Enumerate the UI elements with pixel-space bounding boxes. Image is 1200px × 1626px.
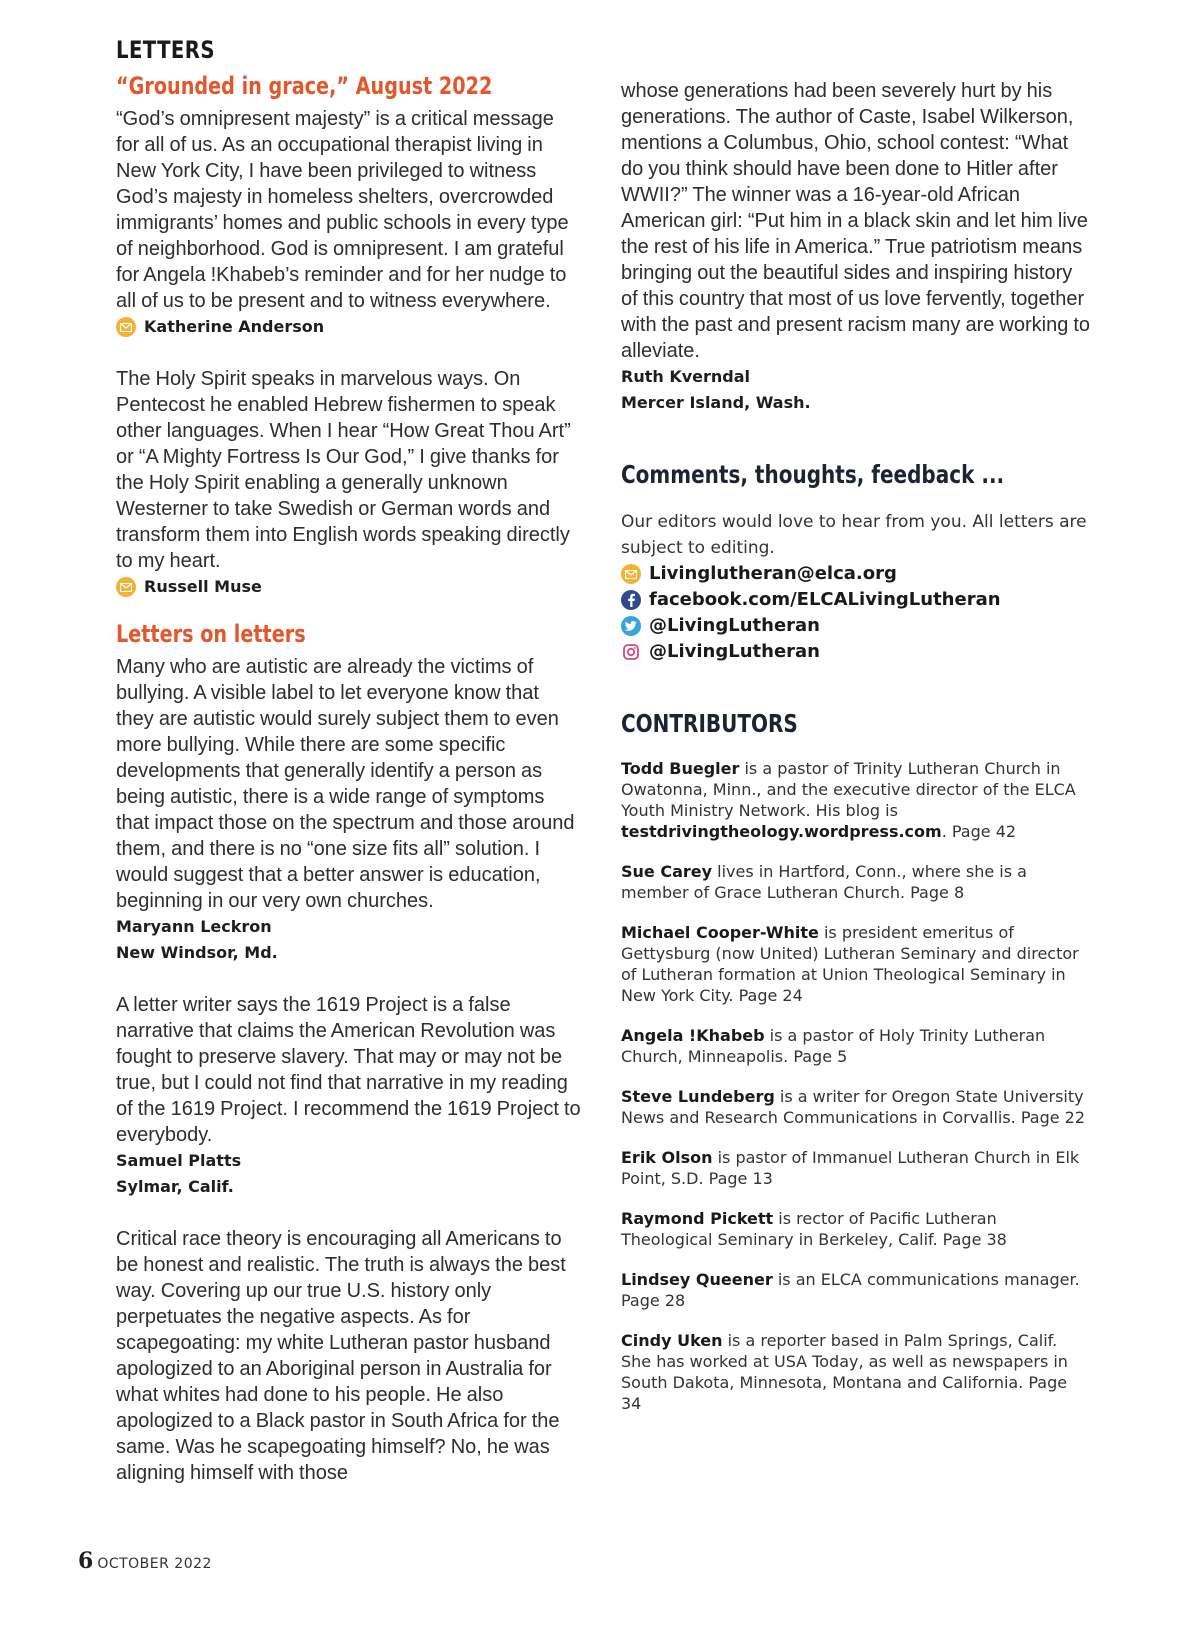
contributor-entry: [621, 1025, 1091, 1067]
contributor-bio: is president emeritus of Gettysburg (now United) Lutheran Seminary and director of Lutheran formation at Union Theological Seminary in New York City. Page 24: [621, 923, 1079, 1005]
contributor-entry: [621, 922, 1091, 1006]
letter-2-signature: [116, 574, 581, 600]
contact-facebook[interactable]: [621, 587, 1091, 613]
contact-instagram[interactable]: [621, 639, 1091, 665]
contributor-entry: [621, 861, 1091, 903]
letter-3-author: Maryann Leckron: [116, 917, 272, 936]
heading-grounded-in-grace: “Grounded in grace,” August 2022: [116, 72, 493, 100]
contact-facebook-text[interactable]: facebook.com/ELCALivingLutheran: [649, 589, 1001, 610]
mail-icon: [621, 564, 641, 584]
contributor-entry: [621, 758, 1091, 842]
page-number: 6: [78, 1548, 94, 1574]
letter-2-author: Russell Muse: [144, 577, 262, 596]
contributor-name: Todd Buegler: [621, 759, 740, 778]
page-footer: [78, 1548, 212, 1574]
contributor-bio: is an ELCA communications manager. Page 28: [621, 1270, 1080, 1310]
right-column: [621, 78, 1091, 1433]
contributor-entry: [621, 1330, 1091, 1414]
contributor-name: Michael Cooper-White: [621, 923, 819, 942]
contributor-page: . Page 42: [941, 822, 1017, 841]
letter-3-text: Many who are autistic are already the victims of bullying. A visible label to let everyone know that they are autistic would surely subject them to even more bullying. While there are some specific developments that generally identify a person as being autistic, there is a wide range of symptoms that impact those on the spectrum and those around them, and there is no “one size fits all” solution. I would suggest that a better answer is education, beginning in our very own churches.: [116, 656, 575, 912]
letter-2-text: The Holy Spirit speaks in marvelous ways. On Pentecost he enabled Hebrew fishermen to speak other languages. When I hear “How Great Thou Art” or “A Mighty Fortress Is Our God,” I give thanks for the Holy Spirit enabling a generally unknown Westerner to take Swedish or German words and transform them into English words speaking directly to my heart.: [116, 368, 571, 572]
contributor-bio: is pastor of Immanuel Lutheran Church in Elk Point, S.D. Page 13: [621, 1148, 1080, 1188]
contributor-name: Raymond Pickett: [621, 1209, 774, 1228]
contributor-entry: [621, 1086, 1091, 1128]
contributor-bio: is a pastor of Holy Trinity Lutheran Church, Minneapolis. Page 5: [621, 1026, 1046, 1066]
letter-1-text: “God’s omnipresent majesty” is a critical message for all of us. As an occupational therapist living in New York City, I have been privileged to witness God’s majesty in homeless shelters, overcrowded immigrants’ homes and public schools in every type of neighborhood. God is omnipresent. I am grateful for Angela !Khabeb’s reminder and for her nudge to all of us to be present and to witness everywhere.: [116, 108, 569, 312]
letter-1-signature: [116, 314, 581, 340]
contributor-bio: lives in Hartford, Conn., where she is a member of Grace Lutheran Church. Page 8: [621, 862, 1027, 902]
contributor-bio: is a pastor of Trinity Lutheran Church in Owatonna, Minn., and the executive director of the ELCA Youth Ministry Network. His blog is: [621, 759, 1076, 820]
contributor-bio: is a writer for Oregon State University News and Research Communications in Corvallis. Page 22: [621, 1087, 1086, 1127]
feedback-text: Our editors would love to hear from you. All letters are subject to editing.: [621, 512, 1087, 558]
contributor-blog-link[interactable]: testdrivingtheology.wordpress.com: [621, 822, 942, 841]
letter-5-text-start: Critical race theory is encouraging all Americans to be honest and realistic. The truth is always the best way. Covering up our true U.S. history only perpetuates the negative aspects. As for scapegoating: my white Lutheran pastor husband apologized to an Aboriginal person in Australia for what whites had done to his people. He also apologized to a Black pastor in South Africa for the same. Was he scapegoating himself? No, he was aligning himself with those: [116, 1228, 566, 1484]
letter-4-author: Samuel Platts: [116, 1151, 242, 1170]
section-label: LETTERS: [116, 36, 215, 64]
contributor-entry: [621, 1147, 1091, 1189]
contributor-name: Cindy Uken: [621, 1331, 723, 1350]
feedback-heading: Comments, thoughts, feedback ...: [621, 460, 1005, 489]
mail-icon: [116, 577, 136, 597]
contact-instagram-text[interactable]: @LivingLutheran: [649, 641, 820, 662]
letter-5-author: Ruth Kverndal: [621, 367, 751, 386]
contact-email[interactable]: [621, 561, 1091, 587]
letter-4-text: A letter writer says the 1619 Project is a false narrative that claims the American Revolution was fought to preserve slavery. That may or may not be true, but I could not find that narrative in my reading of the 1619 Project. I recommend the 1619 Project to everybody.: [116, 994, 581, 1146]
twitter-icon: [621, 616, 641, 636]
contact-email-text[interactable]: Livinglutheran@elca.org: [649, 563, 897, 584]
contributor-bio: is a reporter based in Palm Springs, Calif. She has worked at USA Today, as well as newspapers in South Dakota, Minnesota, Montana and California. Page 34: [621, 1331, 1068, 1413]
letter-1-author: Katherine Anderson: [144, 317, 325, 336]
contributor-bio: is rector of Pacific Lutheran Theological Seminary in Berkeley, Calif. Page 38: [621, 1209, 1007, 1249]
instagram-icon: [621, 642, 641, 662]
facebook-icon: [621, 590, 641, 610]
contributor-name: Erik Olson: [621, 1148, 713, 1167]
contributor-name: Angela !Khabeb: [621, 1026, 765, 1045]
mail-icon: [116, 317, 136, 337]
contributor-name: Sue Carey: [621, 862, 713, 881]
contributor-name: Steve Lundeberg: [621, 1087, 775, 1106]
contact-twitter[interactable]: [621, 613, 1091, 639]
contributors-heading: CONTRIBUTORS: [621, 709, 798, 738]
contributor-entry: [621, 1208, 1091, 1250]
heading-letters-on-letters: Letters on letters: [116, 620, 306, 648]
letter-3-location: New Windsor, Md.: [116, 943, 278, 962]
letter-5-location: Mercer Island, Wash.: [621, 393, 811, 412]
letter-4-location: Sylmar, Calif.: [116, 1177, 234, 1196]
contributor-entry: [621, 1269, 1091, 1311]
left-column: [116, 36, 581, 1486]
letter-5-text-end: whose generations had been severely hurt by his generations. The author of Caste, Isabel Wilkerson, mentions a Columbus, Ohio, school contest: “What do you think should have been done to Hitler after WWII?” The winner was a 16-year-old African American girl: “Put him in a black skin and let him live the rest of his life in America.” True patriotism means bringing out the beautiful sides and inspiring history of this country that most of us love fervently, together with the past and present racism many are working to alleviate.: [621, 80, 1091, 362]
issue-date: OCTOBER 2022: [97, 1556, 212, 1572]
contact-twitter-text[interactable]: @LivingLutheran: [649, 615, 820, 636]
contributor-name: Lindsey Queener: [621, 1270, 773, 1289]
